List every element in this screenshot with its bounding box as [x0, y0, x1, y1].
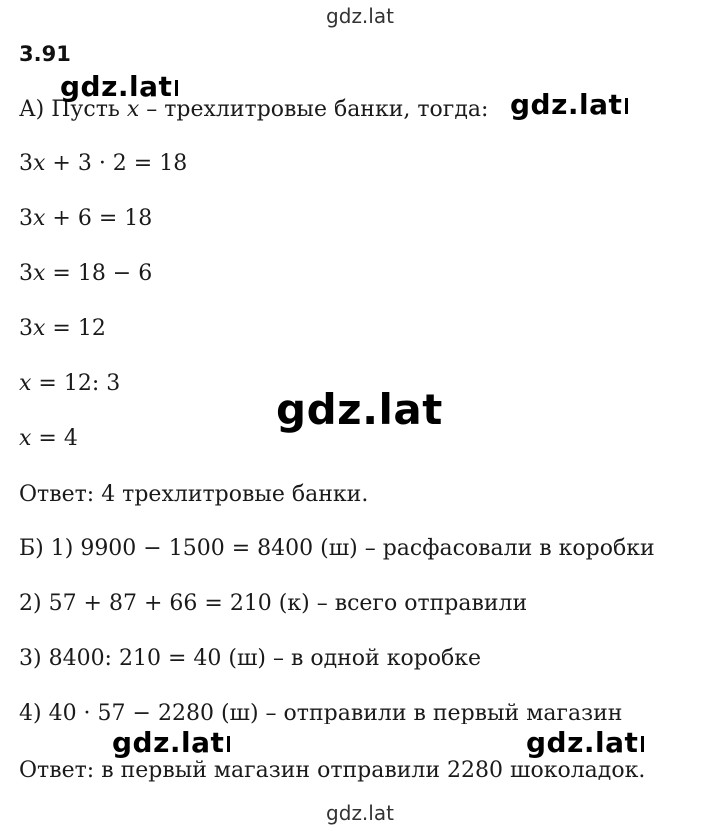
watermark: gdz.lat — [60, 70, 178, 103]
equation-line: 𝑥 = 4 — [19, 426, 78, 451]
watermark: gdz.lat — [112, 726, 230, 759]
equation-line: 3𝑥 + 3 · 2 = 18 — [19, 151, 188, 176]
equation-line: 3𝑥 = 18 − 6 — [19, 261, 153, 286]
site-footer: gdz.lat — [326, 801, 394, 825]
watermark: gdz.lat — [276, 385, 443, 434]
equation-line: 3𝑥 + 6 = 18 — [19, 206, 153, 231]
part-b-step: 4) 40 · 57 − 2280 (ш) – отправили в первый магазин — [19, 701, 623, 724]
problem-number: 3.91 — [19, 42, 71, 66]
equation-line: 𝑥 = 12: 3 — [19, 371, 121, 396]
equation-line: 3𝑥 = 12 — [19, 316, 106, 341]
watermark: gdz.lat — [526, 726, 644, 759]
part-b-step: 2) 57 + 87 + 66 = 210 (к) – всего отправили — [19, 591, 528, 616]
part-b-answer: Ответ: в первый магазин отправили 2280 шоколадок. — [19, 758, 646, 783]
part-b-step: Б) 1) 9900 − 1500 = 8400 (ш) – расфасовали в коробки — [19, 536, 655, 561]
part-b-step: 3) 8400: 210 = 40 (ш) – в одной коробке — [19, 646, 482, 671]
part-a-intro: А) Пусть 𝑥 – трехлитровые банки, тогда: — [19, 97, 489, 122]
watermark: gdz.lat — [510, 88, 628, 121]
site-header: gdz.lat — [326, 4, 394, 28]
part-a-answer: Ответ: 4 трехлитровые банки. — [19, 482, 369, 507]
